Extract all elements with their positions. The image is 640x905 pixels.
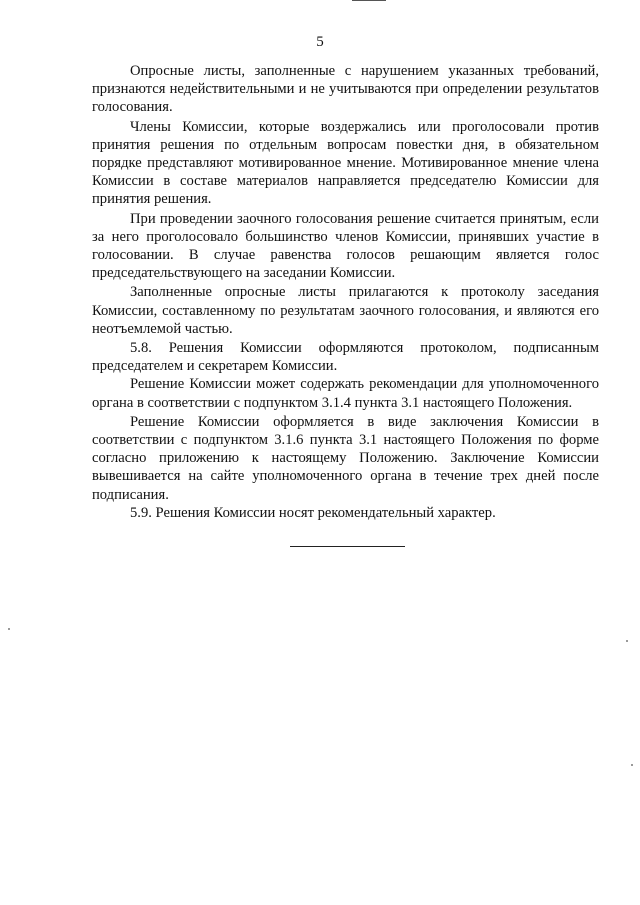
- top-scan-mark: [352, 0, 386, 1]
- paragraph-absentee-vote: При проведении заочного голосования решение считается принятым, если за него проголосовало большинство членов Комиссии, принявших участие в голосовании. В случае равенства голосов решающим является голос председательствующего на заседании Комиссии.: [92, 210, 599, 282]
- paragraph-invalid-questionnaires: Опросные листы, заполненные с нарушением указанных требований, признаются недействительными и не учитываются при определении результатов голосования.: [92, 63, 599, 116]
- paragraph-questionnaires-attached: Заполненные опросные листы прилагаются к протоколу заседания Комиссии, составленному по результатам заочного голосования, и являются его неотъемлемой частью.: [92, 284, 599, 337]
- document-body: [92, 62, 599, 522]
- end-of-text-rule: [290, 546, 405, 547]
- scan-dot: [631, 764, 633, 766]
- paragraph-recommendations: Решение Комиссии может содержать рекомендации для уполномоченного органа в соответствии с подпунктом 3.1.4 пункта 3.1 настоящего Положения.: [92, 376, 599, 411]
- scan-dot: [626, 640, 628, 642]
- scan-dot: [8, 628, 10, 630]
- paragraph-5-9: 5.9. Решения Комиссии носят рекомендательный характер.: [130, 504, 496, 521]
- paragraph-5-8: 5.8. Решения Комиссии оформляются протоколом, подписанным председателем и секретарем Комиссии.: [92, 340, 599, 375]
- paragraph-dissenting-opinion: Члены Комиссии, которые воздержались или проголосовали против принятия решения по отдельным вопросам повестки дня, в обязательном порядке представляют мотивированное мнение. Мотивированное мнение члена Комиссии в составе материалов направляется председателю Комиссии для принятия решения.: [92, 118, 599, 208]
- page-number: 5: [316, 34, 324, 50]
- paragraph-conclusion: Решение Комиссии оформляется в виде заключения Комиссии в соответствии с подпунктом 3.1.6 пункта 3.1 настоящего Положения по форме согласно приложению к настоящему Положению. Заключение Комиссии вывешивается на сайте уполномоченного органа в течение трех дней после подписания.: [92, 413, 599, 503]
